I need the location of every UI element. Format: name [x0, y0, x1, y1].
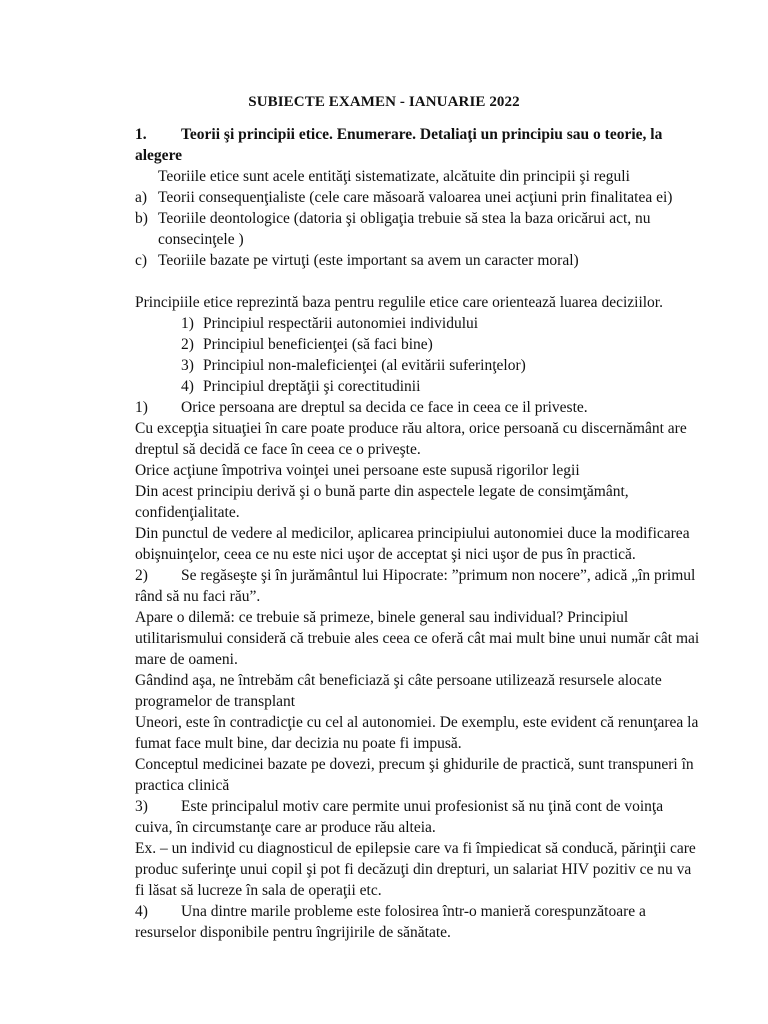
- theories-list: [135, 187, 700, 271]
- principle-4-statement: 4) Una dintre marile probleme este folosirea într-o manieră corespunzătoare a resurselor disponibile pentru îngrijirile de sănătate.: [135, 903, 646, 941]
- list-item: 3) Principiul non-maleficienţei (al evitării suferinţelor): [181, 357, 526, 374]
- section-number: 1.: [135, 126, 147, 143]
- paragraph: Uneori, este în contradicţie cu cel al autonomiei. De exemplu, este evident că renunţarea la fumat face mult bine, dar decizia nu poate fi impusă.: [135, 714, 699, 752]
- list-item: 2) Principiul beneficienţei (să faci bine): [181, 336, 433, 353]
- paragraph: Conceptul medicinei bazate pe dovezi, precum şi ghidurile de practică, sunt transpuneri în practica clinică: [135, 756, 694, 794]
- paragraph: Din punctul de vedere al medicilor, aplicarea principiului autonomiei duce la modificarea obişnuinţelor, ceea ce nu este nici uşor de acceptat şi nici uşor de pus în practică.: [135, 525, 690, 563]
- list-item: a) Teorii consequenţialiste (cele care măsoară valoarea unei acţiuni prin finalitatea ei): [135, 189, 673, 206]
- document-body: [135, 124, 700, 943]
- principles-list: [135, 313, 700, 397]
- section-heading: [135, 124, 700, 166]
- paragraph: Din acest principiu derivă şi o bună parte din aspectele legate de consimţământ, confidenţialitate.: [135, 483, 629, 521]
- paragraph: Gândind aşa, ne întrebăm cât beneficiază şi câte persoane utilizează resursele alocate programelor de transplant: [135, 672, 662, 710]
- list-item: b) Teoriile deontologice (datoria şi obligaţia trebuie să stea la baza oricărui act, nu consecinţele ): [135, 210, 651, 248]
- paragraph: Orice acţiune împotriva voinţei unei persoane este supusă rigorilor legii: [135, 462, 580, 479]
- principle-2-statement: 2) Se regăseşte şi în jurământul lui Hipocrate: ”primum non nocere”, adică „în primul rând să nu faci rău”.: [135, 567, 696, 605]
- list-item: 4) Principiul dreptăţii şi corectitudinii: [181, 378, 421, 395]
- principle-1-statement: 1) Orice persoana are dreptul sa decida ce face in ceea ce il priveste.: [135, 399, 588, 416]
- intro-paragraph: Teoriile etice sunt acele entităţi sistematizate, alcătuite din principii şi reguli: [158, 168, 630, 185]
- paragraph: Cu excepţia situaţiei în care poate produce rău altora, orice persoană cu discernământ are dreptul să decidă ce face în ceea ce o priveşte.: [135, 420, 687, 458]
- principles-intro: Principiile etice reprezintă baza pentru regulile etice care orientează luarea deciziilor.: [135, 294, 663, 311]
- paragraph: Ex. – un individ cu diagnosticul de epilepsie care va fi împiedicat să conducă, părinţii care produc suferinţe unui copil şi pot fi decăzuţi din drepturi, un salariat HIV pozitiv ce nu va fi lăsat să lucreze în sala de operaţii etc.: [135, 840, 696, 899]
- list-item: c) Teoriile bazate pe virtuţi (este important sa avem un caracter moral): [135, 252, 579, 269]
- section-heading-text: Teorii şi principii etice. Enumerare. Detaliaţi un principiu sau o teorie, la alegere: [135, 126, 663, 164]
- document-title: SUBIECTE EXAMEN - IANUARIE 2022: [248, 94, 520, 110]
- list-item: 1) Principiul respectării autonomiei individului: [181, 315, 479, 332]
- paragraph: Apare o dilemă: ce trebuie să primeze, binele general sau individual? Principiul utilitarismului consideră că trebuie ales ceea ce oferă cât mai mult bine unui număr cât mai mare de oameni.: [135, 609, 700, 668]
- principle-3-statement: 3) Este principalul motiv care permite unui profesionist să nu ţină cont de voinţa cuiva, în circumstanţe care ar produce rău alteia.: [135, 798, 664, 836]
